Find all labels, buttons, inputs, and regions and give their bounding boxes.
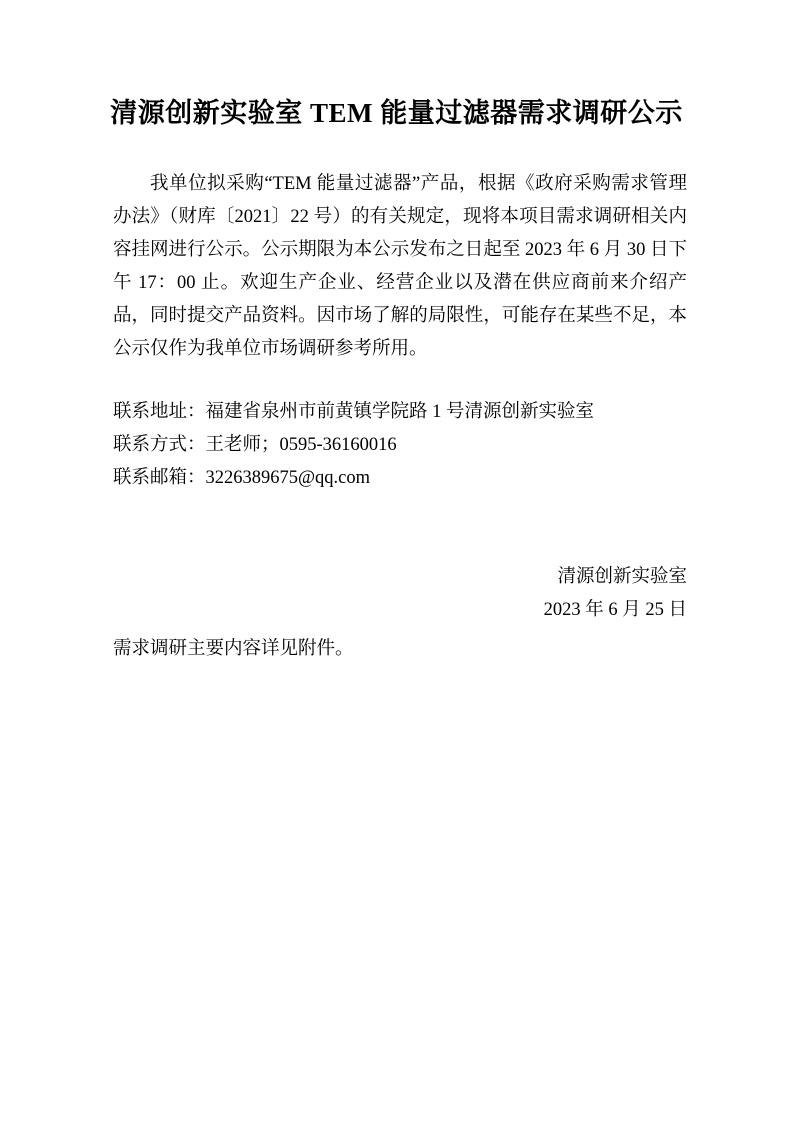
- contact-address: 联系地址：福建省泉州市前黄镇学院路 1 号清源创新实验室: [113, 402, 595, 422]
- signature-date: 2023 年 6 月 25 日: [543, 600, 687, 620]
- main-paragraph: 我单位拟采购“TEM 能量过滤器”产品，根据《政府采购需求管理办法》（财库〔2021〕22 号）的有关规定，现将本项目需求调研相关内容挂网进行公示。公示期限为本公示发布之日起至 2023 年 6 月 30 日下午 17：00 止。欢迎生产企业、经营企业以及潜在供应商前来介绍产品，同时提交产品资料。因市场了解的局限性，可能存在某些不足，本公示仅作为我单位市场调研参考所用。: [113, 174, 687, 359]
- contact-email: 联系邮箱：3226389675@qq.com: [113, 468, 371, 488]
- contact-section: [0, 396, 793, 495]
- page-title: 清源创新实验室 TEM 能量过滤器需求调研公示: [110, 98, 683, 128]
- body-section: [0, 168, 793, 366]
- signature-section: [0, 561, 793, 627]
- footnote-section: [0, 633, 793, 666]
- contact-phone: 联系方式：王老师；0595-36160016: [113, 435, 397, 455]
- attachment-note: 需求调研主要内容详见附件。: [113, 639, 354, 659]
- signature-organization: 清源创新实验室: [557, 567, 687, 587]
